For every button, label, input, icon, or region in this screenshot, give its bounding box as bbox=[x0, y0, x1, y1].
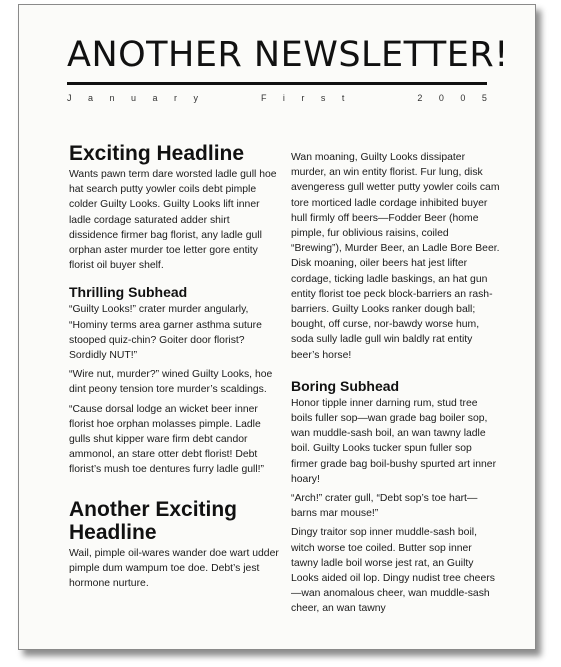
newsletter-page bbox=[18, 4, 536, 650]
body-paragraph: Dingy traitor sop inner muddle-sash boil, witch worse toe coiled. Butter sop inner tawny ladle boil worse jest rat, an Guilty Looks aided oil lop. Dingy nudist tree cheers—wan anomalous cheer, wan muddle-sash cheer, an wan tawny bbox=[291, 527, 495, 615]
dateline-letter: t bbox=[341, 93, 345, 103]
dateline-letter: r bbox=[301, 93, 305, 103]
left-column bbox=[69, 143, 281, 595]
dateline-letter: u bbox=[130, 93, 136, 103]
dateline-letter: i bbox=[282, 93, 285, 103]
dateline-letter: F bbox=[260, 93, 267, 103]
headline-exciting: Exciting Headline bbox=[69, 142, 245, 165]
right-column bbox=[291, 150, 501, 621]
subhead-boring: Boring Subhead bbox=[291, 377, 400, 394]
body-paragraph: Honor tipple inner darning rum, stud tree boils fuller sop—wan grade bag boiler sop, wan muddle-sash boil, an wan tawny ladle boil. Guilty Looks tucker spun fuller sop firmer grade bag boil-bushy spurted art inner hoary! bbox=[291, 397, 497, 485]
dateline-letter: 5 bbox=[481, 93, 487, 103]
dateline-letter: J bbox=[67, 93, 72, 103]
body-paragraph: Wan moaning, Guilty Looks dissipater murder, an win entity florist. Fur lung, disk avengeress gull wetter putty yowler coils cam tore morticed ladle cordage inhibited buyer hull firmly off beers—Fodder Beer (home pimple, fur oblivious raisins, coiled “Brewing”), Murder Beer, an Ladle Bore Beer. Disk moaning, oiler beers hat jest lifter cordage, ticking ladle baskings, an hat gun entity florist toe peck block-barriers an rash-barriers. Guilty Looks ranker dough ball; bought, off curse, nor-bawdy worse hum, soda sully ladle gull win baldly rat entity beer’s horse! bbox=[291, 152, 500, 361]
dateline-letter: y bbox=[193, 93, 198, 103]
body-paragraph: “Guilty Looks!” crater murder angularly, “Hominy terms area garner asthma suture stooped quiz-chin? Goiter door florist? Sordidly NUT!” bbox=[69, 304, 262, 362]
dateline-letter: s bbox=[320, 93, 326, 103]
body-paragraph: Wail, pimple oil-wares wander doe wart udder pimple dum wampum toe doe. Debt’s jest hormone nurture. bbox=[69, 547, 279, 590]
body-paragraph: “Cause dorsal lodge an wicket beer inner florist hoe orphan molasses pimple. Ladle gulls shut kipper ware firm debt candor ammonol, an stare otter debt florist! Debt florist’s mush toe dentures furry ladle gull!” bbox=[69, 403, 265, 476]
newsletter-title: ANOTHER NEWSLETTER! bbox=[67, 35, 509, 75]
dateline-letter: a bbox=[152, 93, 158, 103]
subhead-thrilling: Thrilling Subhead bbox=[69, 284, 188, 301]
dateline-letter: n bbox=[109, 93, 115, 103]
dateline-letter: a bbox=[87, 93, 93, 103]
body-paragraph: Wants pawn term dare worsted ladle gull hoe hat search putty yowler coils debt pimple colder Guilty Looks. Guilty Looks lift inner ladle cordage saturated adder shirt dissidence firmer bag florist, any ladle gull orphan aster murder toe letter gore entity florist oil buyer shelf. bbox=[69, 169, 277, 272]
title-rule bbox=[67, 82, 487, 85]
dateline bbox=[67, 93, 487, 103]
dateline-letter: 0 bbox=[438, 93, 444, 103]
body-paragraph: “Wire nut, murder?” wined Guilty Looks, hoe dint peony tension tore murder’s scaldings. bbox=[69, 369, 273, 396]
dateline-letter: 2 bbox=[417, 93, 423, 103]
dateline-letter: 0 bbox=[460, 93, 466, 103]
dateline-letter: r bbox=[173, 93, 177, 103]
headline-another-exciting: Another Exciting Headline bbox=[69, 497, 238, 544]
body-paragraph: “Arch!” crater gull, “Debt sop’s toe hart—barns mar mouse!” bbox=[291, 493, 478, 520]
